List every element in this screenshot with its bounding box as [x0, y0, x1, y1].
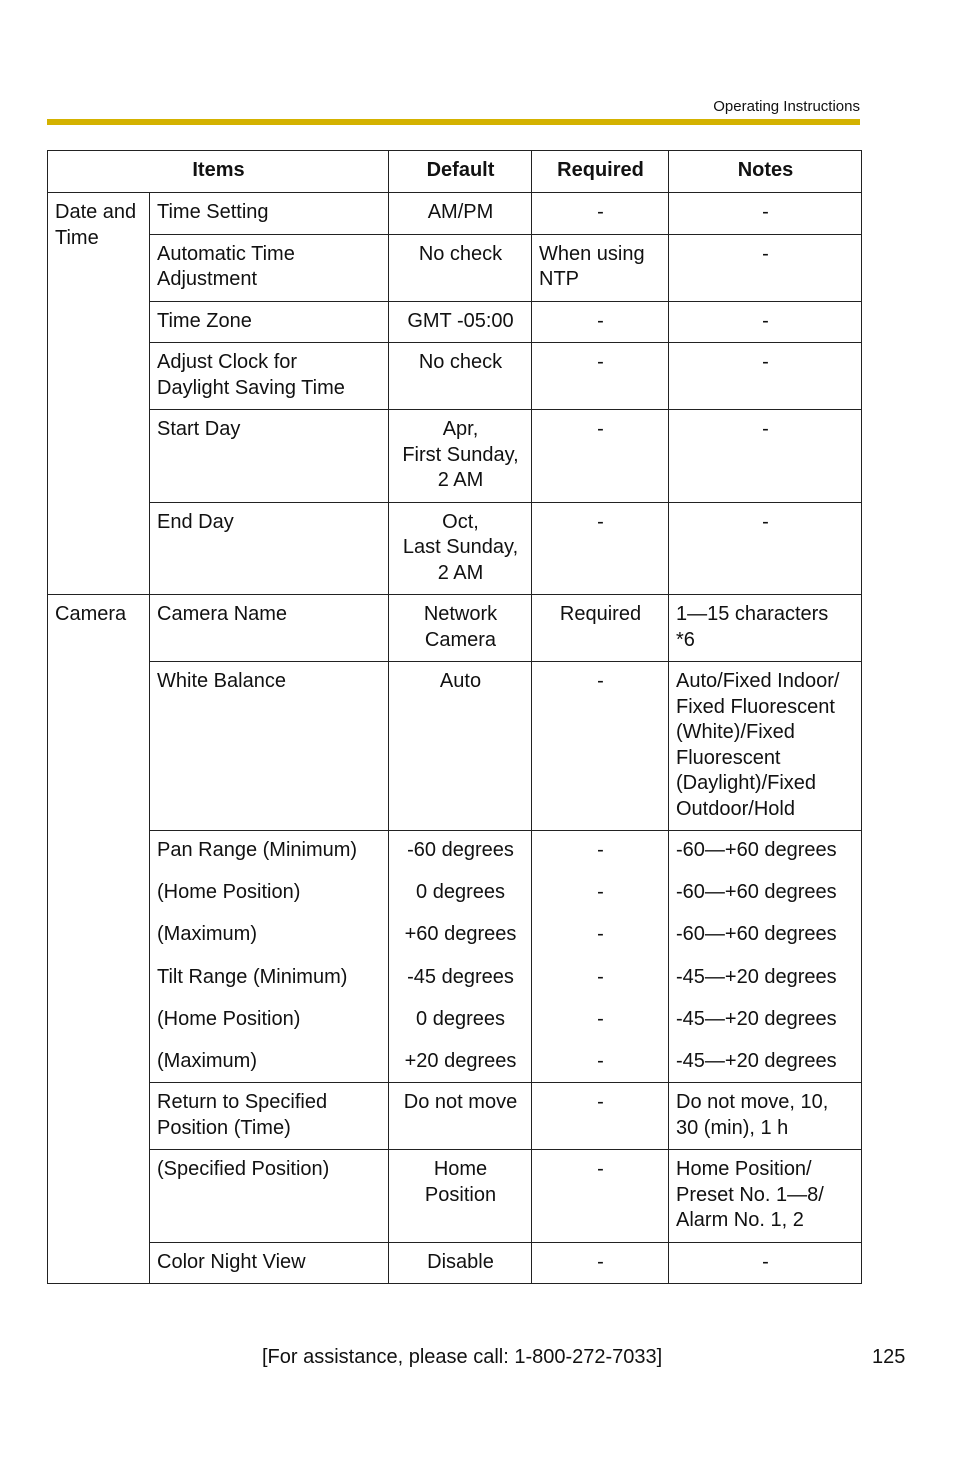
notes-cell: [669, 193, 862, 235]
required-cell: [532, 410, 669, 503]
required-cell: [532, 234, 669, 301]
table-row: [48, 662, 862, 831]
default-cell: [389, 595, 532, 662]
cell-line: -: [597, 923, 604, 946]
item-cell: [150, 301, 389, 343]
required-cell: [532, 662, 669, 831]
default-cell: [389, 831, 532, 1083]
cell-line: -60—+60 degrees: [676, 881, 837, 904]
table-row: [48, 1083, 862, 1150]
cell-line: -: [762, 510, 769, 533]
cell-line: Auto: [439, 670, 482, 692]
cell-line: Home Position/: [676, 1158, 812, 1181]
required-cell: [532, 343, 669, 410]
required-cell: [532, 193, 669, 235]
notes-cell: [669, 234, 862, 301]
cell-line: -: [597, 418, 604, 440]
cell-line: -45 degrees: [407, 965, 514, 988]
cell-line: Network: [423, 603, 498, 625]
cell-line: -: [762, 201, 769, 223]
cell-line: Preset No. 1—8/: [676, 1183, 824, 1206]
required-cell: [532, 1083, 669, 1150]
group-label-cell: [48, 595, 150, 1284]
cell-line: Do not move, 10,: [676, 1091, 829, 1114]
table-header-row: [48, 151, 862, 193]
cell-line: Adjust Clock for: [157, 351, 298, 373]
required-cell: [532, 831, 669, 1083]
cell-line: GMT -05:00: [407, 309, 514, 332]
cell-line: +60 degrees: [404, 923, 517, 946]
cell-line: 0 degrees: [416, 881, 505, 904]
table-row: [48, 301, 862, 343]
cell-line: -: [762, 309, 769, 332]
cell-line: White Balance: [157, 670, 286, 692]
cell-line: Required: [559, 603, 642, 625]
cell-line: (Maximum): [157, 1049, 257, 1072]
default-cell: [389, 410, 532, 503]
notes-cell: [669, 595, 862, 662]
cell-line: Tilt Range (Minimum): [157, 965, 348, 988]
cell-line: Camera: [55, 603, 127, 625]
cell-line: Position: [424, 1183, 497, 1206]
item-cell: [150, 502, 389, 595]
column-header-required: Required: [532, 151, 669, 193]
default-cell: [389, 1242, 532, 1284]
required-cell: [532, 1242, 669, 1284]
notes-cell: [669, 502, 862, 595]
cell-line: Time Zone: [157, 309, 252, 332]
cell-line: 0 degrees: [416, 1007, 505, 1030]
table-row: [48, 234, 862, 301]
cell-line: Outdoor/Hold: [676, 797, 795, 820]
cell-line: -: [597, 309, 604, 332]
cell-line: (Home Position): [157, 881, 301, 904]
cell-line: (Specified Position): [157, 1158, 330, 1181]
cell-line: -: [597, 1158, 604, 1181]
column-header-default: Default: [389, 151, 532, 193]
column-header-items: Items: [48, 151, 389, 193]
required-cell: [532, 1150, 669, 1243]
required-cell: [532, 502, 669, 595]
item-cell: [150, 831, 389, 1083]
cell-line: Time Setting: [157, 201, 269, 223]
cell-line: Camera Name: [157, 603, 288, 625]
item-cell: [150, 343, 389, 410]
default-cell: [389, 502, 532, 595]
default-cell: [389, 301, 532, 343]
cell-line: Start Day: [157, 418, 241, 440]
default-cell: [389, 234, 532, 301]
table-row: [48, 1242, 862, 1284]
cell-line: -60—+60 degrees: [676, 839, 837, 861]
cell-line: -: [597, 1007, 604, 1030]
item-cell: [150, 410, 389, 503]
cell-line: When using: [539, 242, 645, 265]
cell-line: Home: [433, 1158, 488, 1181]
notes-cell: [669, 343, 862, 410]
item-cell: [150, 234, 389, 301]
cell-line: -60 degrees: [407, 839, 514, 861]
required-cell: [532, 595, 669, 662]
table-row: [48, 410, 862, 503]
cell-line: Oct,: [442, 510, 479, 533]
cell-line: 1—15 characters: [676, 603, 829, 625]
group-label-cell: [48, 193, 150, 595]
cell-line: Apr,: [442, 418, 479, 440]
cell-line: *6: [676, 628, 695, 651]
cell-line: Return to Specified: [157, 1091, 328, 1114]
default-cell: [389, 193, 532, 235]
column-header-notes: Notes: [669, 151, 862, 193]
table-row: [48, 595, 862, 662]
table-row: [48, 502, 862, 595]
cell-line: Daylight Saving Time: [157, 376, 345, 399]
cell-line: Position (Time): [157, 1116, 291, 1139]
cell-line: 30 (min), 1 h: [676, 1116, 789, 1139]
cell-line: -: [597, 839, 604, 861]
item-cell: [150, 1242, 389, 1284]
cell-line: Fluorescent: [676, 746, 781, 769]
cell-line: -45—+20 degrees: [676, 965, 837, 988]
cell-line: +20 degrees: [404, 1049, 517, 1072]
cell-line: Camera: [424, 628, 497, 651]
cell-line: -: [597, 1049, 604, 1072]
cell-line: -: [762, 351, 769, 373]
cell-line: Pan Range (Minimum): [157, 839, 358, 861]
cell-line: -: [597, 881, 604, 904]
item-cell: [150, 595, 389, 662]
page-number: 125: [872, 1346, 906, 1368]
cell-line: No check: [418, 351, 503, 373]
cell-line: (Maximum): [157, 923, 257, 946]
cell-line: Auto/Fixed Indoor/: [676, 670, 840, 692]
cell-line: NTP: [539, 268, 579, 290]
settings-table: [47, 150, 862, 1284]
notes-cell: [669, 1150, 862, 1243]
default-cell: [389, 662, 532, 831]
cell-line: -45—+20 degrees: [676, 1049, 837, 1072]
cell-line: -: [597, 351, 604, 373]
cell-line: -: [597, 201, 604, 223]
cell-line: (Daylight)/Fixed: [676, 772, 817, 794]
item-cell: [150, 1150, 389, 1243]
cell-line: (White)/Fixed: [676, 721, 795, 743]
cell-line: Date and: [55, 201, 137, 223]
default-cell: [389, 343, 532, 410]
cell-line: Automatic Time: [157, 242, 295, 265]
cell-line: -: [762, 242, 769, 265]
cell-line: Time: [55, 226, 99, 249]
cell-line: -: [597, 670, 604, 692]
cell-line: Fixed Fluorescent: [676, 695, 835, 718]
cell-line: Last Sunday,: [402, 536, 519, 558]
required-cell: [532, 301, 669, 343]
notes-cell: [669, 410, 862, 503]
item-cell: [150, 1083, 389, 1150]
cell-line: -: [762, 418, 769, 440]
cell-line: Disable: [427, 1250, 494, 1273]
notes-cell: [669, 831, 862, 1083]
running-header: Operating Instructions: [713, 98, 860, 115]
cell-line: -: [597, 1091, 604, 1114]
cell-line: Adjustment: [157, 268, 258, 290]
cell-line: -: [597, 510, 604, 533]
table-row: [48, 343, 862, 410]
table-body: [48, 193, 862, 1284]
cell-line: 2 AM: [437, 469, 484, 491]
cell-line: No check: [418, 242, 503, 265]
cell-line: Alarm No. 1, 2: [676, 1209, 804, 1232]
item-cell: [150, 662, 389, 831]
cell-line: Do not move: [403, 1091, 518, 1114]
cell-line: -: [597, 965, 604, 988]
table-row: [48, 1150, 862, 1243]
default-cell: [389, 1083, 532, 1150]
cell-line: -: [762, 1250, 769, 1273]
header-rule: [47, 119, 860, 125]
notes-cell: [669, 1242, 862, 1284]
cell-line: -45—+20 degrees: [676, 1007, 837, 1030]
assistance-text: [For assistance, please call: 1-800-272-7033]: [262, 1346, 663, 1368]
cell-line: -60—+60 degrees: [676, 923, 837, 946]
notes-cell: [669, 301, 862, 343]
notes-cell: [669, 1083, 862, 1150]
cell-line: First Sunday,: [402, 443, 519, 466]
cell-line: End Day: [157, 510, 234, 533]
table-row: [48, 831, 862, 1083]
notes-cell: [669, 662, 862, 831]
cell-line: 2 AM: [437, 561, 484, 584]
cell-line: (Home Position): [157, 1007, 301, 1030]
cell-line: -: [597, 1250, 604, 1273]
cell-line: AM/PM: [427, 201, 494, 223]
item-cell: [150, 193, 389, 235]
table-row: [48, 193, 862, 235]
default-cell: [389, 1150, 532, 1243]
cell-line: Color Night View: [157, 1250, 306, 1273]
